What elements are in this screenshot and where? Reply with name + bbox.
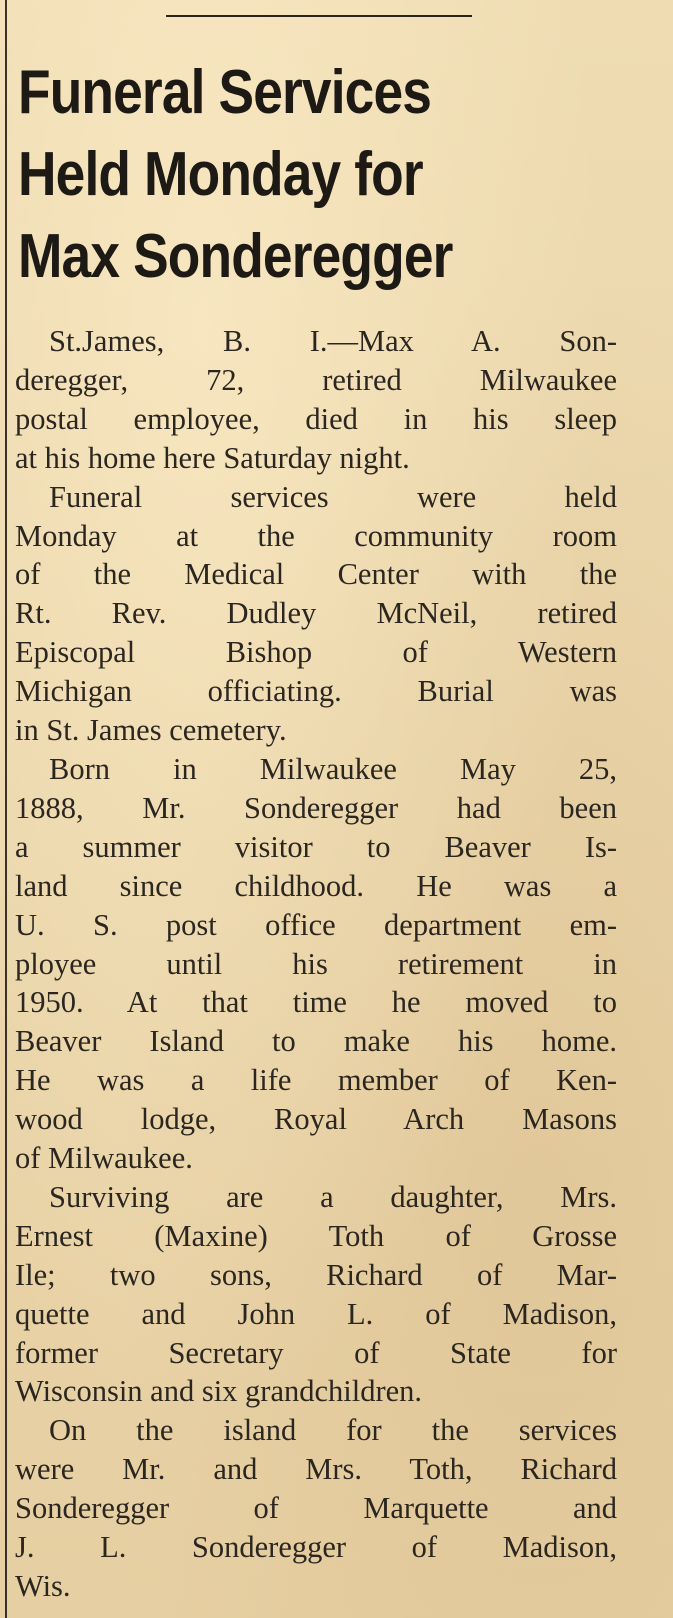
text-line: Sonderegger of Marquette and — [15, 1491, 617, 1526]
paragraph-survivors — [15, 1178, 617, 1411]
text-line: Wis. — [15, 1569, 71, 1603]
text-line: quette and John L. of Madison, — [15, 1296, 617, 1331]
text-line: Wisconsin and six grandchildren. — [15, 1374, 423, 1409]
text-line: Beaver Island to make his home. — [15, 1024, 617, 1059]
text-line: Surviving are a daughter, Mrs. — [49, 1179, 617, 1214]
paragraph-biography — [15, 750, 617, 1178]
headline-line: Held Monday for — [18, 140, 423, 209]
column-rule — [5, 0, 7, 1618]
text-line: Ernest (Maxine) Toth of Grosse — [15, 1218, 617, 1253]
text-line: at his home here Saturday night. — [15, 440, 410, 475]
text-line: former Secretary of State for — [15, 1335, 617, 1370]
headline — [18, 52, 551, 298]
text-line: were Mr. and Mrs. Toth, Richard — [15, 1452, 617, 1487]
text-line: postal employee, died in his sleep — [15, 401, 617, 436]
paragraph-attendees — [15, 1411, 617, 1606]
text-line: Rt. Rev. Dudley McNeil, retired — [15, 596, 617, 631]
text-line: 1950. At that time he moved to — [15, 985, 617, 1020]
article-body — [15, 322, 617, 1606]
text-line: land since childhood. He was a — [15, 868, 617, 903]
text-line: U. S. post office department em- — [15, 907, 617, 942]
paragraph-funeral — [15, 478, 617, 750]
text-line: Monday at the community room — [15, 518, 617, 553]
text-line: St.James, B. I.—Max A. Son- — [49, 324, 617, 358]
text-line: On the island for the services — [49, 1413, 617, 1448]
text-line: Born in Milwaukee May 25, — [49, 751, 617, 786]
text-line: of the Medical Center with the — [15, 557, 617, 592]
text-line: Episcopal Bishop of Western — [15, 635, 617, 670]
text-line: of Milwaukee. — [15, 1141, 193, 1176]
text-line: Funeral services were held — [49, 479, 617, 514]
text-line: wood lodge, Royal Arch Masons — [15, 1102, 617, 1137]
text-line: deregger, 72, retired Milwaukee — [15, 362, 617, 397]
text-line: in St. James cemetery. — [15, 713, 287, 748]
text-line: Ile; two sons, Richard of Mar- — [15, 1257, 617, 1292]
top-divider — [166, 15, 472, 17]
text-line: 1888, Mr. Sonderegger had been — [15, 790, 617, 825]
headline-line: Funeral Services — [18, 58, 432, 127]
headline-line: Max Sonderegger — [18, 222, 453, 291]
text-line: a summer visitor to Beaver Is- — [15, 829, 617, 864]
text-line: Michigan officiating. Burial was — [15, 674, 617, 709]
paragraph-dateline — [15, 322, 617, 478]
text-line: He was a life member of Ken- — [15, 1063, 617, 1098]
text-line: J. L. Sonderegger of Madison, — [15, 1530, 617, 1565]
text-line: ployee until his retirement in — [15, 946, 617, 981]
